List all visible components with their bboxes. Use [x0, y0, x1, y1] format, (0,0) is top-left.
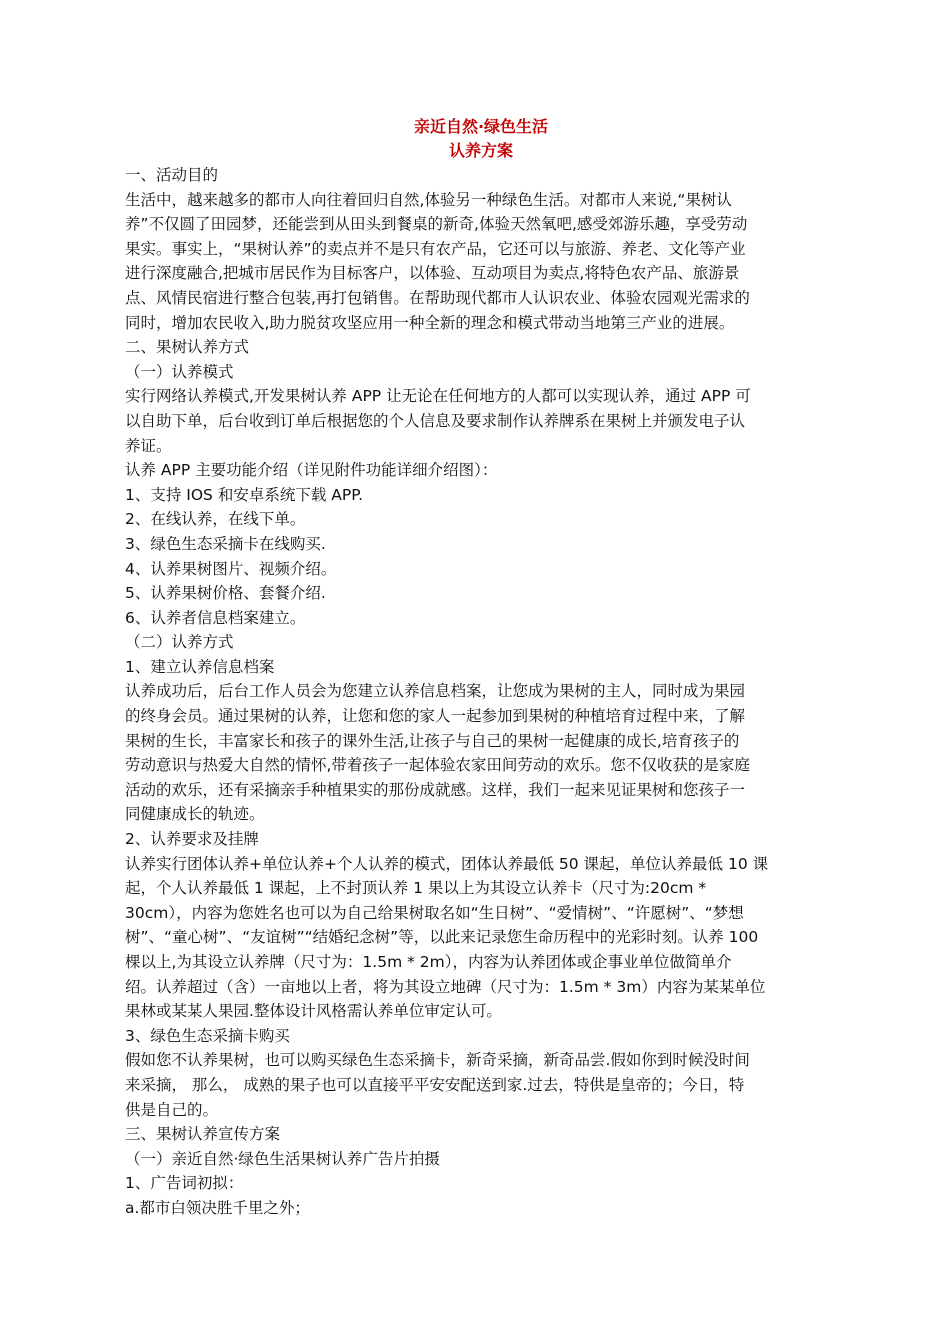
text-line: 30cm），内容为您姓名也可以为自己给果树取名如“生日树”、“爱情树”、“许愿树”、“梦想	[125, 903, 744, 922]
text-line: 养”不仅圆了田园梦，还能尝到从田头到餐桌的新奇,体验天然氧吧,感受郊游乐趣，享受劳动	[125, 215, 748, 234]
text-line: 认养实行团体认养+单位认养+个人认养的模式，团体认养最低 50 课起，单位认养最低 10 课	[125, 854, 769, 873]
text-line: 三、果树认养宣传方案	[125, 1125, 281, 1144]
text-line: 2、认养要求及挂牌	[125, 830, 259, 849]
text-line: （一）亲近自然·绿色生活果树认养广告片拍摄	[125, 1149, 440, 1168]
text-line: 假如您不认养果树，也可以购买绿色生态采摘卡，新奇采摘，新奇品尝.假如你到时候没时间	[125, 1051, 750, 1070]
text-line: 供是自己的。	[125, 1100, 219, 1119]
text-line: 一、活动目的	[125, 166, 219, 184]
text-line: 果树的生长，丰富家长和孩子的课外生活,让孩子与自己的果树一起健康的成长,培育孩子的	[125, 731, 740, 750]
document-subtitle: 认养方案	[448, 141, 513, 160]
text-line: 同时，增加农民收入,助力脱贫攻坚应用一种全新的理念和模式带动当地第三产业的进展。	[125, 313, 735, 332]
document-body	[125, 163, 837, 1221]
text-line: 生活中，越来越多的都市人向往着回归自然,体验另一种绿色生活。对都市人来说,“果树认	[125, 190, 732, 209]
text-line: 棵以上,为其设立认养牌（尺寸为：1.5m * 2m），内容为认养团体或企事业单位做简单介	[125, 953, 732, 971]
text-line: 1、建立认养信息档案	[125, 657, 275, 676]
document-page	[125, 115, 837, 1221]
text-line: （一）认养模式	[125, 362, 234, 381]
text-line: 养证。	[125, 436, 172, 455]
text-line: 3、绿色生态采摘卡在线购买.	[125, 534, 326, 553]
text-line: 果实。事实上，“果树认养”的卖点并不是只有农产品，它还可以与旅游、养老、文化等产业	[125, 239, 746, 258]
text-line: 同健康成长的轨迹。	[125, 805, 265, 824]
document-title: 亲近自然·绿色生活	[413, 117, 549, 136]
text-line: 活动的欢乐，还有采摘亲手种植果实的那份成就感。这样，我们一起来见证果树和您孩子一	[125, 780, 746, 799]
text-line: 二、果树认养方式	[125, 338, 250, 357]
text-line: 认养成功后，后台工作人员会为您建立认养信息档案，让您成为果树的主人，同时成为果园	[125, 682, 746, 701]
text-line: 以自助下单，后台收到订单后根据您的个人信息及要求制作认养牌系在果树上并颁发电子认	[125, 411, 746, 430]
text-line: 点、风情民宿进行整合包装,再打包销售。在帮助现代都市人认识农业、体验农园观光需求的	[125, 288, 750, 307]
text-line: 果林或某某人果园.整体设计风格需认养单位审定认可。	[125, 1002, 502, 1021]
text-line: a.都市白领决胜千里之外；	[125, 1198, 310, 1217]
text-line: 来采摘， 那么， 成熟的果子也可以直接平平安安配送到家.过去，特供是皇帝的；今日，特	[125, 1075, 745, 1094]
text-line: 1、支持 IOS 和安卓系统下载 APP.	[125, 485, 364, 504]
text-line: 6、认养者信息档案建立。	[125, 608, 306, 627]
text-line: 绍。认养超过（含）一亩地以上者，将为其设立地碑（尺寸为：1.5m * 3m）内容为某某单位	[125, 977, 766, 996]
text-line: 3、绿色生态采摘卡购买	[125, 1026, 290, 1045]
text-line: 进行深度融合,把城市居民作为目标客户，以体验、互动项目为卖点,将特色农产品、旅游景	[125, 264, 740, 283]
text-line: 实行网络认养模式,开发果树认养 APP 让无论在任何地方的人都可以实现认养，通过 APP 可	[125, 387, 751, 406]
text-line: 起，个人认养最低 1 课起，上不封顶认养 1 果以上为其设立认养卡（尺寸为:20cm *	[125, 879, 707, 898]
text-line: （二）认养方式	[125, 633, 234, 652]
text-line: 的终身会员。通过果树的认养，让您和您的家人一起参加到果树的种植培育过程中来，了解	[125, 707, 746, 726]
text-line: 树”、“童心树”、“友谊树”“结婚纪念树”等，以此来记录您生命历程中的光彩时刻。认养 100	[125, 928, 759, 947]
text-line: 4、认养果树图片、视频介绍。	[125, 559, 337, 578]
text-line: 2、在线认养，在线下单。	[125, 510, 306, 529]
text-line: 劳动意识与热爱大自然的情怀,带着孩子一起体验农家田间劳动的欢乐。您不仅收获的是家庭	[125, 756, 750, 775]
text-line: 1、广告词初拟：	[125, 1174, 244, 1193]
text-line: 认养 APP 主要功能介绍（详见附件功能详细介绍图）：	[125, 461, 498, 480]
text-line: 5、认养果树价格、套餐介绍.	[125, 584, 326, 603]
